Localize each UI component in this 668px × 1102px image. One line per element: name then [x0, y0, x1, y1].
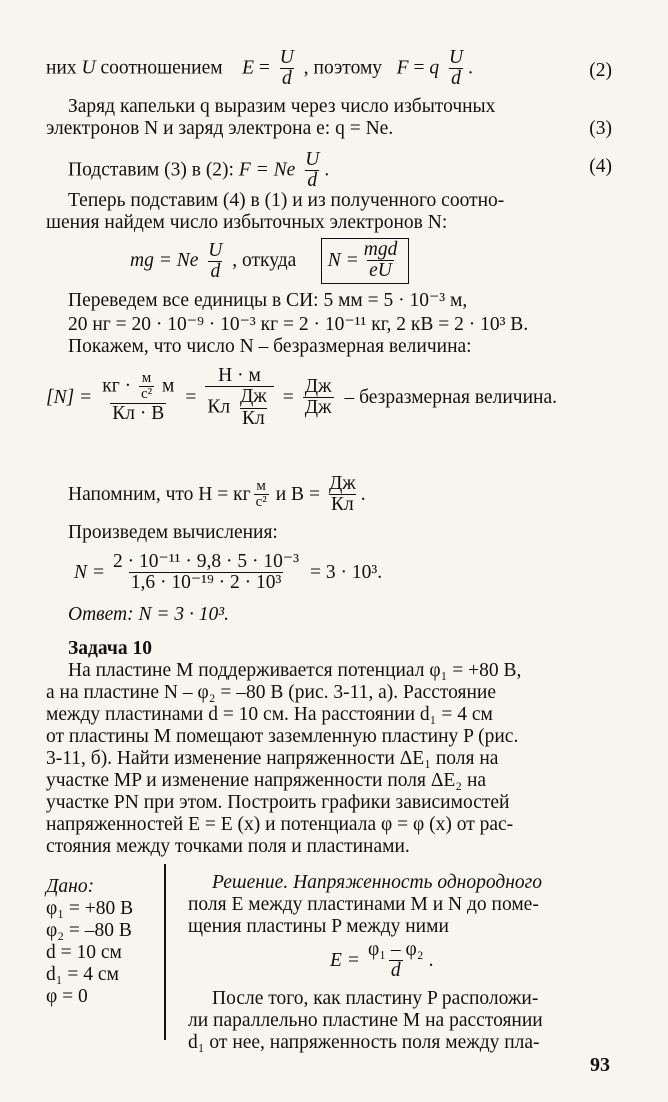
dim-c2: с²	[140, 386, 153, 403]
var-E: E	[242, 57, 255, 79]
equation-number-3: (3)	[589, 118, 612, 139]
calc-rhs: = 3 · 10³.	[310, 561, 383, 583]
paragraph-charge	[46, 96, 614, 118]
sol-f-den: d	[390, 960, 401, 982]
dim-dzh: Дж	[239, 386, 267, 408]
reminder-text: Напомним, что Н = кг	[68, 483, 251, 505]
calc-answer: Ответ: N = 3 · 10³.	[68, 604, 229, 625]
text-otkuda: , откуда	[232, 249, 297, 271]
frac-num: U	[279, 47, 294, 68]
given-item-phi2: φ₂ = –80 В	[46, 920, 132, 941]
frac-den-4: d	[210, 261, 221, 282]
solution-line-6: d₁ от нее, напряженность поля между пла-	[188, 1032, 540, 1053]
solution-line-1	[212, 872, 542, 894]
formula-mg-Ne: mg = Ne	[130, 249, 199, 271]
solution-line-4: После того, как пластину P расположи-	[212, 988, 539, 1009]
calc-title: Произведем вычисления:	[68, 522, 278, 543]
dim-dzh2: Дж	[304, 375, 332, 397]
frac-den-2: d	[451, 68, 461, 90]
var-U: U	[81, 57, 96, 79]
dim-eq-1: =	[185, 386, 197, 408]
given-item-d: d = 10 см	[46, 942, 122, 963]
units-line-1: Переведем все единицы в СИ: 5 мм = 5 · 10⁻³ м,	[68, 290, 468, 311]
given-item-phi: φ = 0	[46, 986, 88, 1007]
dim-fraction-1	[100, 371, 176, 425]
reminder-dzh-over-kl	[327, 474, 358, 516]
given-item-phi1: φ₁ = +80 В	[46, 898, 134, 919]
reminder-c2: с²	[255, 494, 267, 511]
calc-formula	[74, 552, 382, 594]
dim-kl-v: Кл · В	[112, 403, 165, 425]
dim-kl2: Кл	[241, 407, 265, 429]
dim-kg: кг ·	[102, 375, 132, 397]
substitute-text: Подставим (3) в (2):	[68, 159, 234, 181]
reminder-m-over-c2	[254, 479, 269, 512]
now-line-1: Теперь подставим (4) в (1) и из полученного соотно-	[68, 190, 505, 211]
var-F: F	[396, 57, 409, 79]
sol-f-dot: .	[428, 949, 434, 971]
task-line-2: а на пластине N – φ₂ = –80 В (рис. 3-11, а). Расстояние	[46, 682, 496, 703]
dim-h-m: Н · м	[218, 365, 261, 386]
task-line-1: На пластине M поддерживается потенциал φ₁ = +80 В,	[68, 660, 522, 681]
calc-fraction	[111, 552, 301, 594]
reminder-m: м	[256, 477, 266, 494]
fraction-mgd-over-eU	[362, 240, 400, 282]
equals-sign: =	[258, 57, 270, 79]
calc-den: 1,6 · 10⁻¹⁹ · 2 · 10³	[130, 572, 282, 594]
now-line-2: шения найдем число избыточных электронов N:	[46, 212, 448, 233]
frac-num-3: U	[305, 149, 320, 170]
units-line-3: Покажем, что число N – безразмерная величина:	[68, 336, 472, 357]
frac-eU: eU	[369, 260, 392, 282]
fraction-U-over-d-4	[206, 241, 224, 283]
dim-dzh-over-kl	[238, 387, 269, 429]
charge-line-2: электронов N и заряд электрона e: q = Ne.	[46, 118, 394, 139]
text-prefix: них	[46, 57, 77, 79]
frac-den: d	[281, 68, 292, 90]
dim-tail: – безразмерная величина.	[344, 386, 558, 408]
calc-lhs: N =	[74, 561, 106, 583]
dim-lhs: [N] =	[46, 386, 93, 408]
text-poetomu: , поэтому	[303, 57, 383, 79]
page-number: 93	[590, 1054, 610, 1076]
dim-dzh3: Дж	[304, 397, 332, 419]
formula-F-Ne: F = Ne	[238, 159, 296, 181]
fraction-U-over-d	[278, 48, 296, 90]
units-line-2: 20 нг = 20 · 10⁻⁹ · 10⁻³ кг = 2 · 10⁻¹¹ кг, 2 кВ = 2 · 10³ В.	[68, 314, 529, 335]
charge-line-1: Заряд капельки q выразим через число избыточных	[68, 96, 496, 117]
given-title: Дано:	[46, 876, 95, 897]
reminder-kl: Кл	[330, 494, 354, 516]
dim-m-over-c2	[139, 371, 154, 404]
calc-num: 2 · 10⁻¹¹ · 9,8 · 5 · 10⁻³	[113, 551, 300, 572]
reminder-and: и В =	[275, 483, 320, 505]
task-title: Задача 10	[68, 638, 152, 659]
sol-f-num: φ₁ – φ₂	[367, 939, 424, 960]
dim-m: м	[141, 369, 152, 386]
text-relation: соотношением	[100, 57, 223, 79]
task-line-4: от пластины M помещают заземленную пластину P (рис.	[46, 726, 519, 747]
sol-f-lhs: E =	[330, 949, 360, 971]
task-line-7: участке PN при этом. Построить графики зависимостей	[46, 792, 510, 813]
frac-den-3: d	[307, 170, 318, 192]
solution-line-1-text: Решение. Напряженность однородного	[212, 872, 542, 893]
given-divider	[164, 864, 166, 1040]
boxed-N-eq: N =	[327, 249, 359, 271]
reminder-dzh: Дж	[328, 473, 356, 494]
solution-line-3: щения пластины P между ними	[188, 916, 449, 937]
task-line-9: стояния между точками поля и пластинами.	[46, 836, 410, 857]
fraction-U-over-d-2	[447, 48, 465, 90]
task-line-8: напряженностей E = E (x) и потенциала φ = φ (x) от рас-	[46, 814, 514, 835]
frac-mgd: mgd	[363, 239, 398, 260]
frac-num-2: U	[448, 47, 464, 68]
sol-fraction	[366, 940, 426, 982]
solution-line-5: ли параллельно пластине M на расстоянии	[188, 1010, 543, 1031]
task-line-3: между пластинами d = 10 см. На расстоянии d₁ = 4 см	[46, 704, 493, 725]
var-q: q	[429, 57, 440, 79]
equals-sign-2: =	[413, 57, 425, 79]
dim-fraction-3	[303, 377, 334, 419]
mg-formula-line	[130, 238, 409, 284]
solution-formula	[330, 940, 433, 982]
task-line-6: участке MP и изменение напряженности поля ΔE₂ на	[46, 770, 487, 791]
dim-fraction-2	[205, 366, 273, 429]
fraction-U-over-d-3	[303, 150, 321, 192]
dim-kl: Кл	[207, 396, 231, 418]
dim-m2: м	[161, 375, 175, 397]
reminder-dot: .	[360, 483, 366, 505]
dim-frac2-den	[205, 386, 273, 429]
reminder-line	[68, 474, 366, 516]
substitute-line: Подставим (3) в (2): F = Ne $\frac{U}{d}$ .	[68, 149, 330, 192]
solution-line-2: поля E между пластинами M и N до поме-	[188, 894, 539, 915]
equation-number-4: (4)	[589, 156, 612, 177]
dim-eq-2: =	[282, 386, 294, 408]
top-formula-line: них U соотношением E = $\frac{U}{d}$ , поэтому F = q $\frac{U}{d}$ .	[46, 47, 473, 90]
dim-frac1-num	[100, 371, 176, 404]
frac-num-4: U	[208, 239, 223, 261]
boxed-result-N	[321, 238, 410, 284]
given-item-d1: d₁ = 4 см	[46, 964, 119, 985]
task-line-5: 3-11, б). Найти изменение напряженности ΔE₁ поля на	[46, 748, 499, 769]
equation-number-2: (2)	[589, 60, 612, 81]
dimension-formula	[46, 366, 557, 429]
